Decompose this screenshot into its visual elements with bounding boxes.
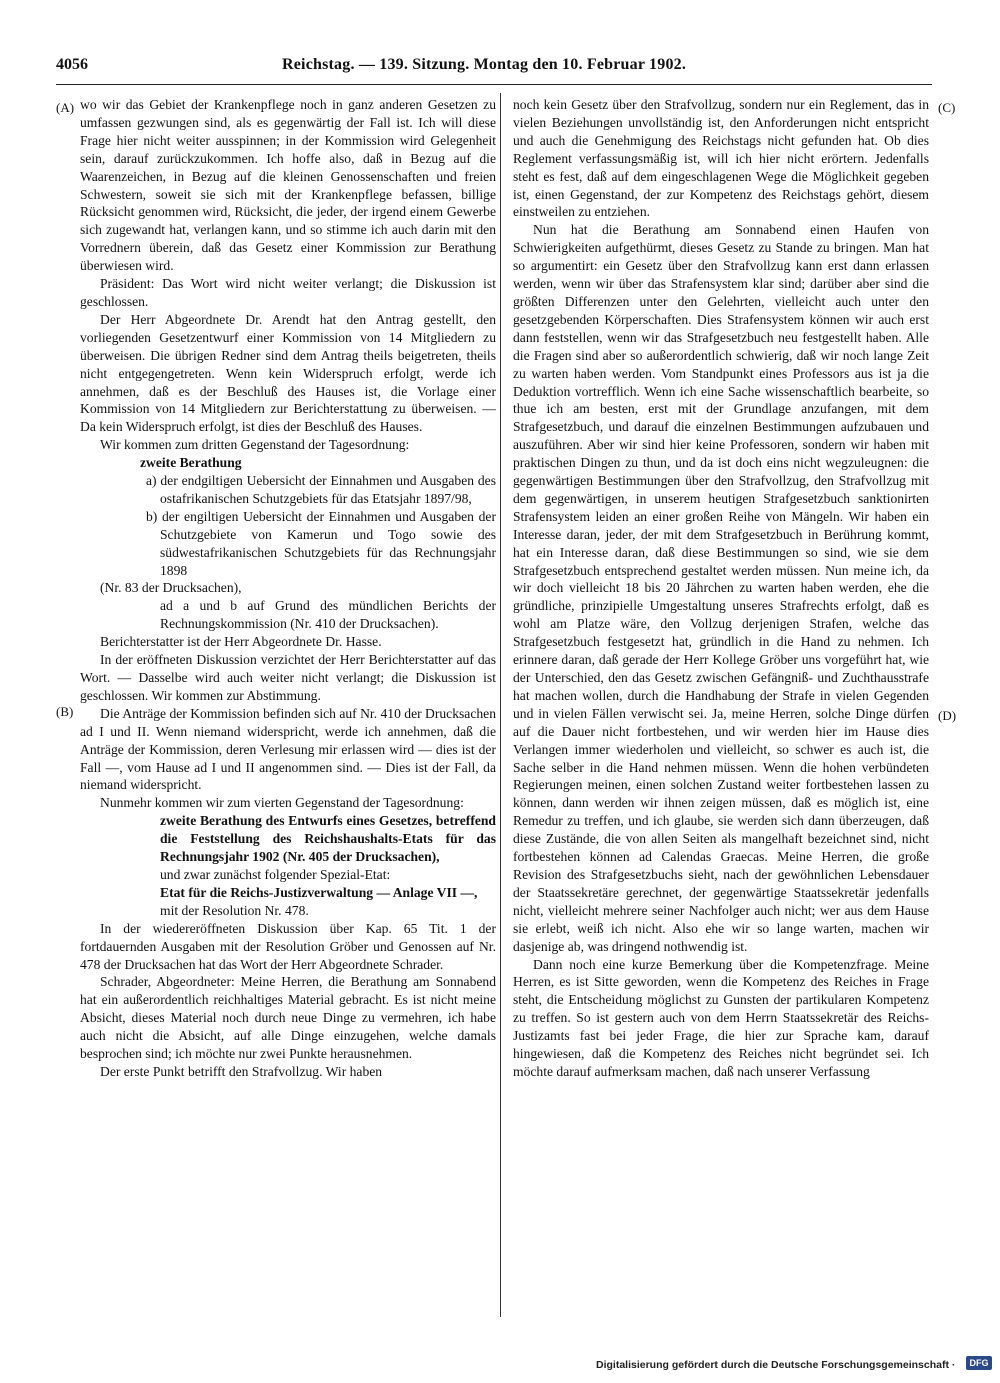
paragraph: Berichterstatter ist der Herr Abgeordnete Dr. Hasse. [100, 634, 382, 650]
left-column [80, 96, 496, 1081]
paragraph: mit der Resolution Nr. 478. [160, 902, 309, 918]
margin-marker-a: (A) [56, 100, 75, 115]
agenda-item-b: b) der engiltigen Uebersicht der Einnahmen und Ausgaben der Schutzgebiete von Kamerun und Togo sowie des südwestafrikanischen Schutzgebiets für das Rechnungsjahr 1898 [146, 508, 496, 578]
page-number: 4056 [56, 56, 88, 73]
right-column [513, 96, 929, 1081]
paragraph: Der erste Punkt betrifft den Strafvollzug. Wir haben [100, 1063, 383, 1079]
margin-marker-b: (B) [56, 704, 74, 719]
paragraph: Schrader, Abgeordneter: Meine Herren, die Berathung am Sonnabend hat ein außerordentlich reichhaltiges Material gebracht. Es ist nicht meine Absicht, dieses Material noch durch neue Dinge zu vermehren, ich habe auch nicht die Absicht, auf alle Dinge einzugehen, welche damals besprochen sind; ich möchte nur zwei Punkte herausnehmen. [80, 974, 496, 1062]
agenda-heading: Etat für die Reichs-Justizverwaltung — Anlage VII —, [160, 884, 478, 900]
paragraph: und zwar zunächst folgender Spezial-Etat: [160, 866, 391, 882]
paragraph: In der wiedereröffneten Diskussion über Kap. 65 Tit. 1 der fortdauernden Ausgaben mit der Resolution Gröber und Genossen auf Nr. 478 der Drucksachen hat das Wort der Herr Abgeordnete Schrader. [80, 920, 496, 972]
paragraph: (Nr. 83 der Drucksachen), [100, 580, 242, 596]
paragraph: noch kein Gesetz über den Strafvollzug, sondern nur ein Reglement, das in vielen Beziehungen unvollständig ist, den Anforderungen nicht entspricht und auch die Genehmigung des Reichstags nicht gefunden hat. Ob dies Reglement verfassungsmäßig ist, will ich hier nicht erörtern. Jedenfalls steht es fest, daß auf dem eingeschlagenen Wege die Möglichkeit gegeben ist, einen Gegenstand, der zur Kompetenz des Reichstags gehört, diesem einstweilen zu entziehen. [513, 97, 929, 220]
running-head: Reichstag. — 139. Sitzung. Montag den 10. Februar 1902. [282, 56, 687, 73]
margin-marker-c: (C) [938, 100, 956, 115]
paragraph: Der Herr Abgeordnete Dr. Arendt hat den Antrag gestellt, den vorliegenden Gesetzentwurf einer Kommission von 14 Mitgliedern zu überweisen. Die übrigen Redner sind dem Antrag theils beigetreten, theils nicht entgegengetreten. Wenn kein Widerspruch erfolgt, werde ich annehmen, daß es der Beschluß des Hauses ist, die Vorlage einer Kommission von 14 Mitgliedern zur Berichterstattung zu überweisen. — Da kein Widerspruch erfolgt, ist dies der Beschluß des Hauses. [80, 311, 496, 435]
paragraph: Die Anträge der Kommission befinden sich auf Nr. 410 der Drucksachen ad I und II. Wenn niemand widerspricht, werde ich annehmen, daß die Anträge der Kommission, deren Verlesung mir erlassen wird — dies ist der Fall —, vom Hause ad I und II angenommen sind. — Dies ist der Fall, da niemand widerspricht. [80, 705, 496, 793]
paragraph: Nun hat die Berathung am Sonnabend einen Haufen von Schwierigkeiten aufgethürmt, dieses Gesetz zu Stande zu bringen. Man hat so argumentirt: ein Gesetz über den Strafvollzug kann erst dann erlassen werden, wenn wir über das Strafensystem klar sind; darüber aber sind die größten Differenzen unter den Gelehrten, vielleicht auch unter den gesetzgebenden Körperschaften. Dies Strafensystem können wir auch erst dann feststellen, wenn wir das Strafgesetzbuch neu festgestellt haben. Alle die Fragen sind aber so außerordentlich schwierig, daß wir noch lange Zeit zu warten haben werden. Vom Standpunkt eines Professors aus ist ja die Deduktion vortrefflich. Wenn ich eine Sache wissenschaftlich bearbeite, so thue ich am besten, erst mit der Grundlage anzufangen, mit dem Strafgesetzbuch, und darauf die einzelnen Bestimmungen aufzubauen und auszuführen. Aber wir sind hier keine Professoren, sondern wir haben mit praktischen Dingen zu thun, und da ist doch eins nicht wegzuleugnen: die gegenwärtigen Bestimmungen über den Strafvollzug, den Strafvollzug mit dem gegenwärtigen, in unserem heutigen Strafgesetzbuch sanktionirten Strafensystem leiden an einer großen Reihe von Mängeln. Wir haben ein Interesse daran, jeder, der mit dem Strafgesetzbuch in Berührung kommt, hat ein Interesse daran, daß diese Bestimmungen so sind, wie sie dem Strafgesetzbuch entsprechend gestaltet werden müssen. Nun meine ich, da wir doch vielleicht 18 bis 20 Jährchen zu warten haben werden, ehe die gründliche, prinzipielle Umgestaltung unseres Strafrechts erfolgt, daß es wohl am Platze wäre, den Vollzug derjenigen Strafen, welche das Strafgesetzbuch festgesetzt hat, gründlich in die Hand zu nehmen. Ich erinnere daran, daß gerade der Herr Kollege Gröber uns vorgeführt hat, wie der Unterschied, den das Gesetz zwischen Gefängniß- und Zuchthausstrafe hat machen wollen, durch die Handhabung der Strafe in vielen Gegenden und in vielen Fällen verwischt sei. Ja, meine Herren, solche Dinge dürfen auf die Dauer nicht fortbestehen, und wir werden hier im Hause dies Verlangen immer wiederholen und vielleicht, so schwer es auch ist, die Sache selber in die Hand nehmen müssen. Wenn die hohen verbündeten Regierungen meinen, einen solchen Zustand weiter fortbestehen lassen zu können, dann werden wir ihnen zeigen müssen, daß es möglich ist, eine Remedur zu treffen, und ich glaube, sie werden sich dann überzeugen, daß diese Zustände, die von allen Seiten als mangelhaft bezeichnet sind, nicht fortbestehen können ad Calendas Graecas. Meine Herren, die große Revision des Strafgesetzbuchs sieht, nach der gewöhnlichen Lebensdauer der Staatssekretäre gerechnet, der gegenwärtige Staatssekretär jedenfalls nicht, vielleicht mehrere seiner Nachfolger auch nicht; wer aus dem Hause sie erlebt, weiß ich nicht. Also ehe wir so lange warten, machen wir dasjenige ab, was dringend nothwendig ist. [513, 222, 929, 954]
agenda-item-a: a) der endgiltigen Uebersicht der Einnahmen und Ausgaben des ostafrikanischen Schutzgebiets für das Etatsjahr 1897/98, [146, 473, 496, 506]
column-divider [500, 93, 501, 1317]
paragraph: Nunmehr kommen wir zum vierten Gegenstand der Tagesordnung: [100, 795, 464, 811]
paragraph: Wir kommen zum dritten Gegenstand der Tagesordnung: [100, 437, 410, 453]
paragraph: wo wir das Gebiet der Krankenpflege noch in ganz anderen Gesetzen zu umfassen gezwungen sind, als es gegenwärtig der Fall ist. Ich will diese Frage hier nicht weiter ausspinnen; in der Kommission wird Gelegenheit sein, darauf zurückzukommen. Ich hoffe also, daß in Bezug auf die Waarenzeichen, in Bezug auf die kleinen Genossenschaften und freien Schwestern, soweit sie sich mit der Krankenpflege befassen, billige Rücksicht genommen wird, Rücksicht, die jeder, der irgend einem Gewerbe sich zugewandt hat, verlangen kann, und so stimme ich auch darin mit den Vorrednern überein, daß das Gesetz einer Kommission zur Berathung überwiesen wird. [80, 97, 496, 274]
paragraph: In der eröffneten Diskussion verzichtet der Herr Berichterstatter auf das Wort. — Dasselbe wird auch weiter nicht verlangt; die Diskussion ist geschlossen. Wir kommen zur Abstimmung. [80, 652, 496, 703]
agenda-heading: zweite Berathung des Entwurfs eines Gesetzes, betreffend die Feststellung des Reichshaushalts-Etats für das Rechnungsjahr 1902 (Nr. 405 der Drucksachen), [160, 813, 496, 865]
header-rule [56, 84, 932, 85]
margin-marker-d: (D) [938, 708, 957, 723]
agenda-heading: zweite Berathung [140, 455, 242, 471]
paragraph: Präsident: Das Wort wird nicht weiter verlangt; die Diskussion ist geschlossen. [80, 276, 496, 309]
dfg-logo-icon: DFG [966, 1356, 992, 1370]
paragraph: Dann noch eine kurze Bemerkung über die Kompetenzfrage. Meine Herren, es ist Sitte geworden, wenn die Kompetenz des Reiches in Frage steht, die Entscheidung möglichst zu Gunsten der partikularen Kompetenz zu treffen. So ist gestern auch von dem Herrn Staatssekretär des Reichs-Justizamts fast bei jeder Frage, die hier zur Sprache kam, darauf hingewiesen, daß die Kompetenz des Reiches nicht begründet sei. Ich möchte darauf aufmerksam machen, daß nach unserer Verfassung [513, 956, 929, 1079]
paragraph: ad a und b auf Grund des mündlichen Berichts der Rechnungskommission (Nr. 410 der Drucksachen). [160, 598, 496, 632]
digitization-credit: Digitalisierung gefördert durch die Deutsche Forschungsgemeinschaft · [596, 1359, 956, 1371]
